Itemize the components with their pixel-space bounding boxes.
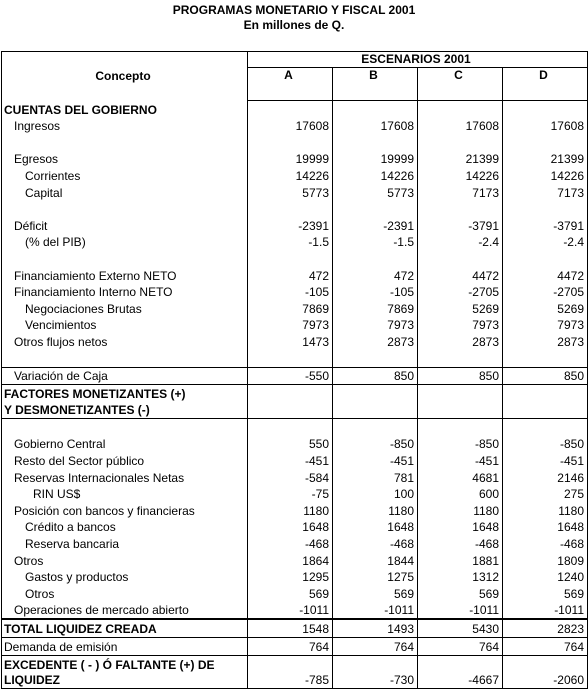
- row-label: Financiamiento Externo NETO: [2, 267, 248, 284]
- section-row: [2, 402, 588, 419]
- cell-c: 2873: [418, 333, 503, 350]
- cell-d: 2823: [503, 619, 588, 637]
- cell-b: 19999: [333, 151, 418, 168]
- cell-b: -2391: [333, 217, 418, 234]
- row-label: Egresos: [2, 151, 248, 168]
- cell-a: 764: [248, 638, 333, 656]
- spacer-row: [2, 250, 588, 267]
- cell-a: -785: [248, 655, 333, 688]
- cell-c: 1648: [418, 519, 503, 536]
- cell-c: 850: [418, 367, 503, 385]
- cell-d: 21399: [503, 151, 588, 168]
- cell-a: 7869: [248, 300, 333, 317]
- report-title: PROGRAMAS MONETARIO Y FISCAL 2001: [172, 3, 416, 17]
- cell-c: -451: [418, 452, 503, 469]
- row-label: Variación de Caja: [2, 367, 248, 385]
- section-title: FACTORES MONETIZANTES (+): [2, 385, 248, 402]
- cell-d: 2873: [503, 333, 588, 350]
- cell-c: 21399: [418, 151, 503, 168]
- cell-d: 7173: [503, 184, 588, 201]
- cell-c: -3791: [418, 217, 503, 234]
- table-row: [2, 317, 588, 334]
- cell-b: -105: [333, 284, 418, 301]
- cell-d: 850: [503, 367, 588, 385]
- spacer-row: [2, 201, 588, 218]
- cell-a: 1473: [248, 333, 333, 350]
- row-label: Capital: [2, 184, 248, 201]
- fiscal-monetary-table: [1, 51, 588, 689]
- table-row: [2, 638, 588, 656]
- cell-c: 1312: [418, 569, 503, 586]
- table-row: [2, 333, 588, 350]
- scenarios-header: ESCENARIOS 2001: [248, 52, 588, 68]
- cell-c: 569: [418, 585, 503, 602]
- cell-b: 7973: [333, 317, 418, 334]
- cell-d: 5269: [503, 300, 588, 317]
- table-row: [2, 284, 588, 301]
- row-label: Posición con bancos y financieras: [2, 502, 248, 519]
- cell-d: -2.4: [503, 234, 588, 251]
- row-label: Reservas Internacionales Netas: [2, 469, 248, 486]
- cell-c: 4681: [418, 469, 503, 486]
- cell-a: 1864: [248, 552, 333, 569]
- table-row: [2, 585, 588, 602]
- row-label: Otros: [2, 552, 248, 569]
- cell-a: 19999: [248, 151, 333, 168]
- cell-d: 4472: [503, 267, 588, 284]
- cell-b: 1844: [333, 552, 418, 569]
- row-label: Déficit: [2, 217, 248, 234]
- cell-b: 7869: [333, 300, 418, 317]
- table-row: [2, 151, 588, 168]
- cell-b: 5773: [333, 184, 418, 201]
- column-header-c: C: [418, 68, 503, 101]
- row-label: Corrientes: [2, 167, 248, 184]
- cell-d: 275: [503, 486, 588, 503]
- section-title-continued: Y DESMONETIZANTES (-): [2, 402, 248, 419]
- cell-a: -2391: [248, 217, 333, 234]
- table-row: [2, 167, 588, 184]
- table-row: [2, 552, 588, 569]
- header-row-scenarios: [2, 52, 588, 68]
- cell-d: -468: [503, 535, 588, 552]
- table-row: [2, 535, 588, 552]
- cell-a: 569: [248, 585, 333, 602]
- cell-a: 1548: [248, 619, 333, 637]
- cell-b: -468: [333, 535, 418, 552]
- cell-a: -550: [248, 367, 333, 385]
- row-label: Operaciones de mercado abierto: [2, 602, 248, 620]
- table-row: [2, 452, 588, 469]
- cell-d: 1180: [503, 502, 588, 519]
- row-label: RIN US$: [2, 486, 248, 503]
- cell-c: 17608: [418, 118, 503, 135]
- cell-d: -2060: [503, 655, 588, 688]
- column-header-a: A: [248, 68, 333, 101]
- cell-c: -468: [418, 535, 503, 552]
- concept-header: Concepto: [2, 52, 248, 101]
- cell-c: 14226: [418, 167, 503, 184]
- cell-d: -451: [503, 452, 588, 469]
- cell-a: 14226: [248, 167, 333, 184]
- cell-c: 5430: [418, 619, 503, 637]
- cell-b: 781: [333, 469, 418, 486]
- spacer-row: [2, 350, 588, 367]
- table-row: [2, 184, 588, 201]
- cell-c: -1011: [418, 602, 503, 620]
- cell-d: -2705: [503, 284, 588, 301]
- cell-a: 1180: [248, 502, 333, 519]
- table-row: [2, 502, 588, 519]
- excedente-label-line1: EXCEDENTE ( - ) Ó FALTANTE (+) DE: [4, 657, 215, 672]
- cell-b: 1275: [333, 569, 418, 586]
- cell-d: 1240: [503, 569, 588, 586]
- row-label: Ingresos: [2, 118, 248, 135]
- table-row: [2, 436, 588, 453]
- total-row: [2, 619, 588, 637]
- cell-d: 17608: [503, 118, 588, 135]
- row-label: Crédito a bancos: [2, 519, 248, 536]
- cell-a: -451: [248, 452, 333, 469]
- table-row: [2, 234, 588, 251]
- section-row: [2, 385, 588, 402]
- cell-d: -3791: [503, 217, 588, 234]
- table-row: [2, 486, 588, 503]
- cell-c: 5269: [418, 300, 503, 317]
- cell-a: 550: [248, 436, 333, 453]
- column-header-d: D: [503, 68, 588, 101]
- cell-c: 1180: [418, 502, 503, 519]
- cell-c: -2705: [418, 284, 503, 301]
- table-row: [2, 519, 588, 536]
- cell-b: 100: [333, 486, 418, 503]
- section-row: [2, 101, 588, 118]
- cell-b: 1493: [333, 619, 418, 637]
- cell-c: -850: [418, 436, 503, 453]
- table-row: [2, 569, 588, 586]
- cell-c: 4472: [418, 267, 503, 284]
- table-row: [2, 602, 588, 620]
- cell-d: 1809: [503, 552, 588, 569]
- cell-a: -1011: [248, 602, 333, 620]
- row-label: Otros flujos netos: [2, 333, 248, 350]
- table-row: [2, 217, 588, 234]
- cell-d: 569: [503, 585, 588, 602]
- row-label: Demanda de emisión: [2, 638, 248, 656]
- cell-c: 1881: [418, 552, 503, 569]
- cell-c: 7173: [418, 184, 503, 201]
- cell-c: 764: [418, 638, 503, 656]
- cell-d: 1648: [503, 519, 588, 536]
- cell-b: 569: [333, 585, 418, 602]
- section-title: CUENTAS DEL GOBIERNO: [2, 101, 248, 118]
- row-label: Gastos y productos: [2, 569, 248, 586]
- cell-a: 1295: [248, 569, 333, 586]
- cell-c: -4667: [418, 655, 503, 688]
- table-row: [2, 469, 588, 486]
- cell-b: 14226: [333, 167, 418, 184]
- cell-a: 472: [248, 267, 333, 284]
- cell-c: -2.4: [418, 234, 503, 251]
- cell-b: -451: [333, 452, 418, 469]
- spacer-row: [2, 134, 588, 151]
- cell-a: -584: [248, 469, 333, 486]
- cell-b: 2873: [333, 333, 418, 350]
- cell-d: 2146: [503, 469, 588, 486]
- cell-a: 1648: [248, 519, 333, 536]
- cell-a: 17608: [248, 118, 333, 135]
- cell-b: 17608: [333, 118, 418, 135]
- excedente-label-line2: LIQUIDEZ: [4, 672, 60, 687]
- cell-b: 1180: [333, 502, 418, 519]
- cell-a: -1.5: [248, 234, 333, 251]
- table-row: [2, 118, 588, 135]
- cell-b: 1648: [333, 519, 418, 536]
- report-subtitle: En millones de Q.: [243, 18, 345, 32]
- cell-b: 472: [333, 267, 418, 284]
- row-label: Vencimientos: [2, 317, 248, 334]
- row-label: TOTAL LIQUIDEZ CREADA: [2, 619, 248, 637]
- cell-d: 764: [503, 638, 588, 656]
- cell-d: 7973: [503, 317, 588, 334]
- cell-b: -1.5: [333, 234, 418, 251]
- cell-d: -1011: [503, 602, 588, 620]
- cell-a: -105: [248, 284, 333, 301]
- cell-b: -730: [333, 655, 418, 688]
- row-label: [2, 655, 248, 688]
- cell-d: -850: [503, 436, 588, 453]
- cell-b: -850: [333, 436, 418, 453]
- spacer-row: [2, 419, 588, 436]
- row-label: Negociaciones Brutas: [2, 300, 248, 317]
- cell-a: 7973: [248, 317, 333, 334]
- row-label: Otros: [2, 585, 248, 602]
- cell-c: 600: [418, 486, 503, 503]
- row-label: (% del PIB): [2, 234, 248, 251]
- table-row: [2, 300, 588, 317]
- cell-c: 7973: [418, 317, 503, 334]
- column-header-b: B: [333, 68, 418, 101]
- cell-a: -468: [248, 535, 333, 552]
- cell-a: 5773: [248, 184, 333, 201]
- row-label: Resto del Sector público: [2, 452, 248, 469]
- cell-d: 14226: [503, 167, 588, 184]
- table-row: [2, 367, 588, 385]
- cell-a: -75: [248, 486, 333, 503]
- row-label: Gobierno Central: [2, 436, 248, 453]
- cell-b: 764: [333, 638, 418, 656]
- row-label: Financiamiento Interno NETO: [2, 284, 248, 301]
- cell-b: 850: [333, 367, 418, 385]
- cell-b: -1011: [333, 602, 418, 620]
- excedente-row: [2, 655, 588, 688]
- table-row: [2, 267, 588, 284]
- row-label: Reserva bancaria: [2, 535, 248, 552]
